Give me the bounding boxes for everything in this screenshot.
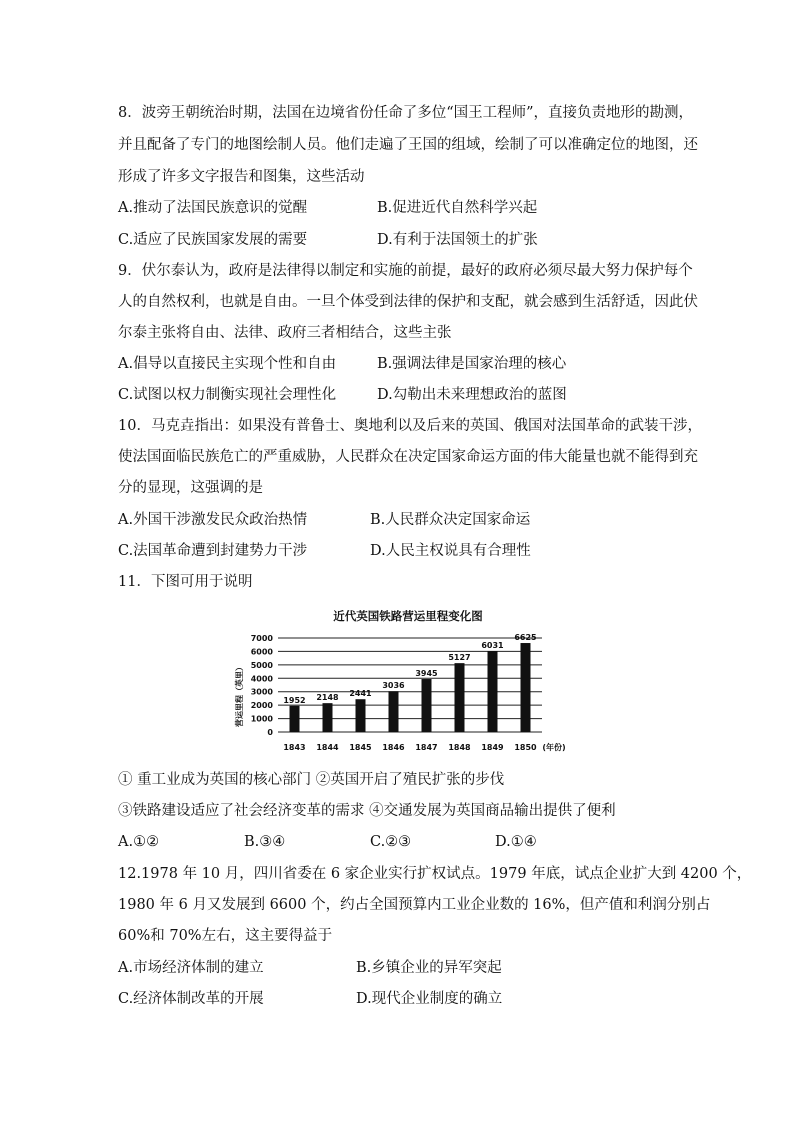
value-label-1846: 3036 — [382, 681, 405, 691]
chart-x-ticks — [283, 743, 537, 752]
q10-option-b[interactable]: B.人民群众决定国家命运 — [370, 512, 531, 528]
value-label-1847: 3945 — [415, 669, 438, 679]
q12-option-a[interactable]: A.市场经济体制的建立 — [118, 960, 264, 976]
q8-option-a[interactable]: A.推动了法国民族意识的觉醒 — [118, 200, 308, 216]
q8-stem-line-1: 8．波旁王朝统治时期，法国在边境省份任命了多位“国王工程师”，直接负责地形的勘测， — [118, 105, 694, 121]
value-label-1848: 5127 — [448, 653, 471, 663]
x-tick-label-1847: 1847 — [415, 743, 438, 752]
q11-stem: 11．下图可用于说明 — [118, 574, 253, 590]
q10-stem-line-1: 10．马克垚指出：如果没有普鲁士、奥地利以及后来的英国、俄国对法国革命的武装干涉， — [118, 418, 702, 434]
value-label-1843: 1952 — [283, 695, 306, 705]
railway-bar-chart — [228, 600, 566, 758]
q8-option-d[interactable]: D.有利于法国领土的扩张 — [377, 232, 538, 248]
chart-grid — [278, 638, 542, 732]
q10-option-d[interactable]: D.人民主权说具有合理性 — [370, 543, 531, 559]
q10-stem-line-2: 使法国面临民族危亡的严重威胁，人民群众在决定国家命运方面的伟大能量也就不能得到充 — [118, 449, 698, 465]
x-tick-label-1843: 1843 — [283, 743, 306, 752]
q10-option-a[interactable]: A.外国干涉激发民众政治热情 — [118, 512, 308, 528]
q12-stem-line-2: 1980 年 6 月又发展到 6600 个，约占全国预算内工业企业数的 16%，但产值和利润分别占 — [118, 897, 711, 913]
q11-statements-line-2: ③铁路建设适应了社会经济变革的需求 ④交通发展为英国商品输出提供了便利 — [118, 803, 616, 819]
bar-1849 — [488, 651, 498, 732]
chart-title: 近代英国铁路营运里程变化图 — [333, 609, 483, 623]
chart-y-axis-label: 营运里程（英里） — [235, 663, 244, 727]
bar-1848 — [455, 663, 465, 732]
y-tick-label: 3000 — [250, 687, 273, 697]
x-tick-label-1849: 1849 — [481, 743, 504, 752]
x-tick-label-1844: 1844 — [316, 743, 339, 752]
q9-option-b[interactable]: B.强调法律是国家治理的核心 — [377, 356, 567, 372]
q8-option-b[interactable]: B.促进近代自然科学兴起 — [377, 200, 538, 216]
value-label-1844: 2148 — [316, 693, 339, 703]
value-label-1845: 2441 — [349, 689, 372, 699]
q12-option-c[interactable]: C.经济体制改革的开展 — [118, 991, 264, 1007]
q12-stem-line-3: 60%和 70%左右，这主要得益于 — [118, 928, 333, 944]
q9-stem-line-1: 9．伏尔泰认为，政府是法律得以制定和实施的前提，最好的政府必须尽最大努力保护每个 — [118, 263, 693, 279]
q9-option-a[interactable]: A.倡导以直接民主实现个性和自由 — [118, 356, 337, 372]
x-tick-label-1850: 1850 — [514, 743, 537, 752]
value-label-1849: 6031 — [481, 641, 504, 651]
bar-1850 — [521, 643, 531, 732]
y-tick-label: 4000 — [250, 674, 273, 684]
q9-option-d[interactable]: D.勾勒出未来理想政治的蓝图 — [377, 387, 567, 403]
q8-stem-line-2: 并且配备了专门的地图绘制人员。他们走遍了王国的组域，绘制了可以准确定位的地图，还 — [118, 137, 698, 153]
q12-option-d[interactable]: D.现代企业制度的确立 — [356, 991, 503, 1007]
y-tick-label: 1000 — [250, 714, 273, 724]
q11-option-b[interactable]: B.③④ — [244, 834, 286, 850]
y-tick-label: 0 — [267, 728, 273, 737]
y-tick-label: 7000 — [250, 634, 273, 643]
q9-stem-line-2: 人的自然权利，也就是自由。一旦个体受到法律的保护和支配，就会感到生活舒适，因此伏 — [118, 294, 698, 310]
q8-stem-line-3: 形成了许多文字报告和图集，这些活动 — [118, 169, 365, 185]
bar-1844 — [323, 703, 333, 732]
x-tick-label-1845: 1845 — [349, 743, 372, 752]
chart-value-labels — [283, 633, 537, 705]
y-tick-label: 5000 — [250, 660, 273, 670]
chart-x-axis-label: (年份) — [542, 743, 566, 752]
q9-option-c[interactable]: C.试图以权力制衡实现社会理性化 — [118, 387, 337, 403]
q12-option-b[interactable]: B.乡镇企业的异军突起 — [356, 960, 502, 976]
q8-option-c[interactable]: C.适应了民族国家发展的需要 — [118, 232, 308, 248]
y-tick-label: 2000 — [250, 701, 273, 711]
q10-stem-line-3: 分的显现，这强调的是 — [118, 480, 263, 496]
bar-1846 — [389, 691, 399, 732]
q11-option-c[interactable]: C.②③ — [370, 834, 412, 850]
q11-option-a[interactable]: A.①② — [118, 834, 160, 850]
bar-1847 — [422, 679, 432, 732]
bar-1845 — [356, 699, 366, 732]
q10-option-c[interactable]: C.法国革命遭到封建势力干涉 — [118, 543, 308, 559]
value-label-1850: 6625 — [514, 633, 537, 643]
q11-statements-line-1: ① 重工业成为英国的核心部门 ②英国开启了殖民扩张的步伐 — [118, 772, 505, 788]
bar-1843 — [290, 706, 300, 732]
chart-y-ticks — [251, 634, 274, 737]
y-tick-label: 6000 — [250, 647, 273, 657]
q12-stem-line-1: 12.1978 年 10 月，四川省委在 6 家企业实行扩权试点。1979 年底，试点企业扩大到 4200 个， — [118, 866, 752, 882]
q11-option-d[interactable]: D.①④ — [495, 834, 537, 850]
x-tick-label-1848: 1848 — [448, 743, 471, 752]
x-tick-label-1846: 1846 — [382, 743, 405, 752]
q9-stem-line-3: 尔泰主张将自由、法律、政府三者相结合，这些主张 — [118, 325, 452, 341]
